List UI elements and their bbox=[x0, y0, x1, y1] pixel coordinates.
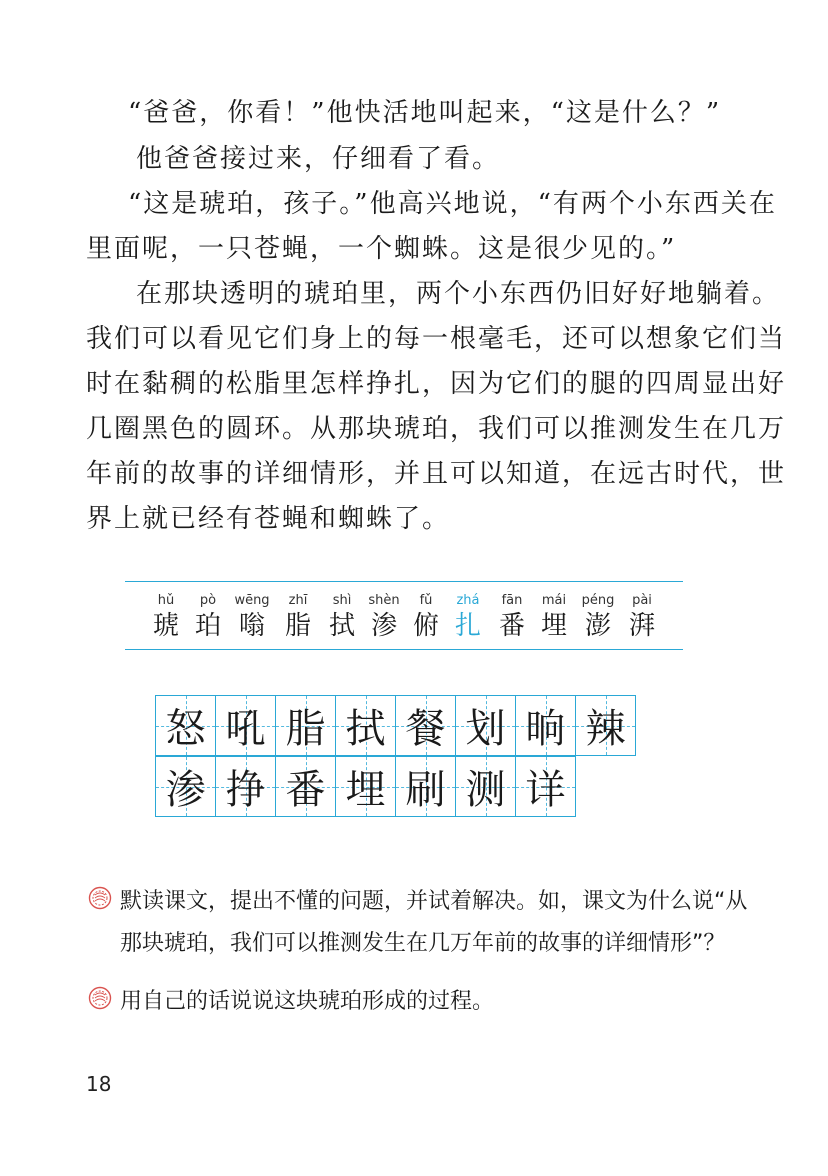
pinyin: fān bbox=[501, 593, 523, 608]
passage-line: 里面呢，一只苍蝇，一个蜘蛛。这是很少见的。” bbox=[86, 234, 677, 264]
grid-cell bbox=[215, 756, 276, 817]
vocab-item bbox=[186, 592, 230, 642]
pinyin: wēng bbox=[234, 593, 270, 608]
grid-cell bbox=[335, 756, 396, 817]
vocab-item bbox=[320, 592, 364, 642]
hanzi: 拭 bbox=[328, 611, 355, 641]
hanzi: 琥 bbox=[152, 611, 179, 641]
hanzi: 扎 bbox=[454, 611, 481, 641]
grid-character: 晌 bbox=[525, 706, 566, 752]
hanzi: 渗 bbox=[370, 611, 397, 641]
grid-cell bbox=[395, 695, 456, 756]
grid-character: 脂 bbox=[285, 706, 326, 752]
grid-character: 刷 bbox=[405, 767, 446, 813]
grid-cell bbox=[155, 695, 216, 756]
hanzi: 俯 bbox=[412, 611, 439, 641]
grid-cell bbox=[515, 695, 576, 756]
vocab-item bbox=[276, 592, 320, 642]
vocab-item bbox=[362, 592, 406, 642]
flower-seal-icon bbox=[88, 986, 112, 1010]
grid-character: 测 bbox=[465, 767, 506, 813]
hanzi: 嗡 bbox=[238, 611, 265, 641]
grid-character: 怒 bbox=[165, 706, 206, 752]
grid-character: 辣 bbox=[585, 706, 626, 752]
grid-cell bbox=[335, 695, 396, 756]
pinyin: pài bbox=[632, 593, 652, 608]
grid-character: 划 bbox=[465, 706, 506, 752]
grid-cell bbox=[575, 695, 636, 756]
hanzi: 湃 bbox=[628, 611, 655, 641]
grid-character: 餐 bbox=[405, 706, 446, 752]
flower-seal-icon bbox=[88, 886, 112, 910]
question-1-line-1: 默读课文，提出不懂的问题，并试着解决。如，课文为什么说“从 bbox=[120, 889, 748, 914]
pinyin: zhī bbox=[288, 593, 308, 608]
grid-cell bbox=[215, 695, 276, 756]
vocab-item bbox=[404, 592, 448, 642]
grid-row-2 bbox=[155, 756, 576, 817]
pinyin: péng bbox=[581, 593, 615, 608]
pinyin: fǔ bbox=[419, 593, 433, 608]
passage-line: 几圈黑色的圆环。从那块琥珀，我们可以推测发生在几万 bbox=[86, 414, 787, 444]
grid-cell bbox=[155, 756, 216, 817]
grid-cell bbox=[275, 756, 336, 817]
passage-line: 界上就已经有苍蝇和蜘蛛了。 bbox=[86, 504, 451, 534]
grid-cell bbox=[275, 695, 336, 756]
passage-line: 在那块透明的琥珀里，两个小东西仍旧好好地躺着。 bbox=[136, 279, 781, 309]
passage-line: 我们可以看见它们身上的每一根毫毛，还可以想象它们当 bbox=[86, 324, 787, 354]
question-1-line-2: 那块琥珀，我们可以推测发生在几万年前的故事的详细情形”？ bbox=[120, 931, 726, 956]
grid-cell bbox=[455, 695, 516, 756]
passage-line: “这是琥珀，孩子。”他高兴地说，“有两个小东西关在 bbox=[128, 189, 777, 219]
vocab-item bbox=[620, 592, 664, 642]
pinyin: zhá bbox=[456, 593, 480, 608]
pinyin: mái bbox=[541, 593, 567, 608]
pinyin: shèn bbox=[368, 593, 400, 608]
vocab-item-highlighted bbox=[446, 592, 490, 642]
grid-character: 拭 bbox=[345, 706, 386, 752]
question-2-text: 用自己的话说说这块琥珀形成的过程。 bbox=[120, 989, 495, 1014]
grid-character: 详 bbox=[525, 767, 566, 813]
vocab-bottom-rule bbox=[125, 649, 683, 650]
vocab-top-rule bbox=[125, 581, 683, 582]
grid-row-1 bbox=[155, 695, 636, 756]
grid-character: 吼 bbox=[225, 706, 266, 752]
vocab-item bbox=[576, 592, 620, 642]
passage-line: 年前的故事的详细情形，并且可以知道，在远古时代，世 bbox=[86, 459, 787, 489]
page-number: 18 bbox=[86, 1072, 112, 1096]
hanzi: 珀 bbox=[194, 611, 221, 641]
hanzi: 番 bbox=[498, 611, 525, 641]
vocab-item bbox=[144, 592, 188, 642]
passage-line: 他爸爸接过来，仔细看了看。 bbox=[136, 144, 501, 174]
hanzi: 埋 bbox=[540, 611, 567, 641]
grid-character: 渗 bbox=[165, 767, 206, 813]
grid-character: 埋 bbox=[345, 767, 386, 813]
passage-line: “爸爸，你看！”他快活地叫起来，“这是什么？” bbox=[128, 98, 722, 128]
vocab-item bbox=[230, 592, 274, 642]
vocab-item bbox=[532, 592, 576, 642]
pinyin: hǔ bbox=[157, 593, 175, 608]
grid-cell bbox=[395, 756, 456, 817]
pinyin: pò bbox=[199, 593, 217, 608]
passage-line: 时在黏稠的松脂里怎样挣扎，因为它们的腿的四周显出好 bbox=[86, 369, 787, 399]
hanzi: 脂 bbox=[284, 611, 311, 641]
vocab-item bbox=[490, 592, 534, 642]
grid-cell bbox=[455, 756, 516, 817]
grid-cell bbox=[515, 756, 576, 817]
pinyin: shì bbox=[332, 593, 352, 608]
hanzi: 澎 bbox=[584, 611, 611, 641]
grid-character: 挣 bbox=[225, 767, 266, 813]
grid-character: 番 bbox=[285, 767, 326, 813]
